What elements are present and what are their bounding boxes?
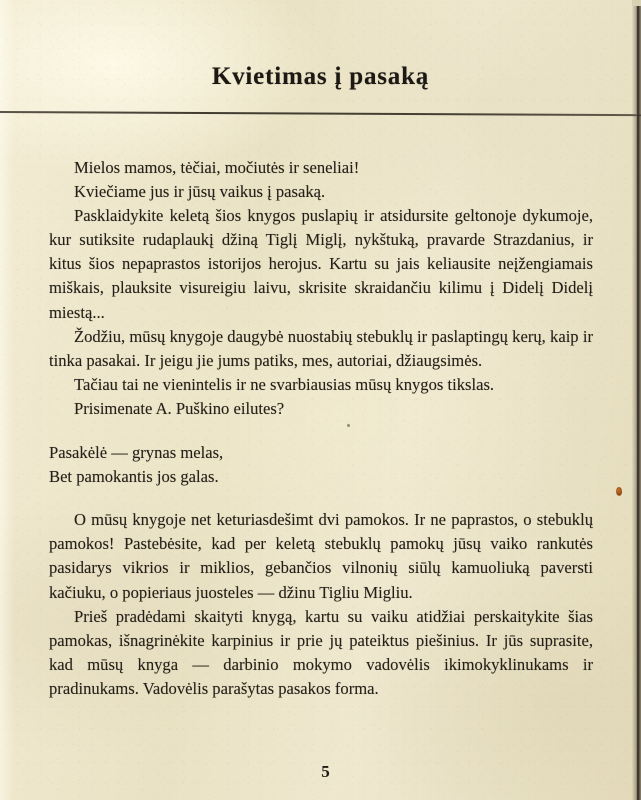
paragraph-pushkin-question: Prisimenate A. Puškino eilutes?	[74, 398, 285, 418]
page-number	[0, 762, 641, 782]
paragraph-wonders: Žodžiu, mūsų knygoje daugybė nuostabių stebuklų ir paslaptingų kerų, kaip ir tinka pasakai. Ir jeigu jie jums patiks, mes, autoriai, džiaugsimės.	[49, 326, 593, 370]
paragraph-purpose: Tačiau tai ne vienintelis ir ne svarbiausias mūsų knygos tikslas.	[74, 374, 495, 394]
page-title: Kvietimas į pasaką	[211, 62, 430, 90]
page-edge-line	[637, 0, 639, 800]
page-number-value: 5	[321, 762, 330, 781]
pushkin-verse-block	[49, 421, 593, 489]
page-gutter-edge	[0, 0, 14, 800]
verse-line-2: Bet pamokantis jos galas.	[49, 467, 219, 487]
paper-foxing-speck	[616, 487, 622, 496]
verse-spacer	[49, 489, 593, 508]
paragraph-greeting-1: Mielos mamos, tėčiai, močiutės ir seneliai!	[74, 158, 360, 177]
page-edge-shadow	[632, 0, 641, 800]
paragraph-greeting-2: Kviečiame jus ir jūsų vaikus į pasaką.	[74, 182, 326, 202]
header-divider-rule	[0, 111, 641, 116]
verse-line-1: Pasakėlė — grynas melas,	[49, 443, 224, 463]
paragraph-intro: Pasklaidykite keletą šios knygos puslapių ir atsidursite geltonoje dykumoje, kur sutiksite rudaplaukį džiną Tiglį Miglį, nykštuką, pravarde Strazdanius, ir kitus šios nepaprastos istorijos herojus. Kartu su jais keliausite neįžengiamais miškais, plauksite visureigiu laivu, skrisite skraidančiu kilimu į Didelį Didelį miestą...	[49, 206, 593, 322]
page-body	[49, 156, 593, 701]
paragraph-lessons: O mūsų knygoje net keturiasdešimt dvi pamokos. Ir ne paprastos, o stebuklų pamokos! Pastebėsite, kad per keletą stebuklų pamokų jūsų vaiko rankutės pasidarys vikrios ir miklios, gebančios vilnonių siūlų kamuoliuką paversti kačiuku, o popieriaus juosteles — džinu Tigliu Migliu.	[49, 510, 593, 602]
paragraph-closing: Prieš pradėdami skaityti knygą, kartu su vaiku atidžiai perskaitykite šias pamokas, išnagrinėkite karpinius ir prie jų pateiktus piešinius. Ir jūs suprasite, kad mūsų knyga — darbinio mokymo vadovėlis ikimokyklinukams ir pradinukams. Vadovėlis parašytas pasakos forma.	[49, 606, 593, 698]
page-corner-nick	[632, 0, 641, 6]
